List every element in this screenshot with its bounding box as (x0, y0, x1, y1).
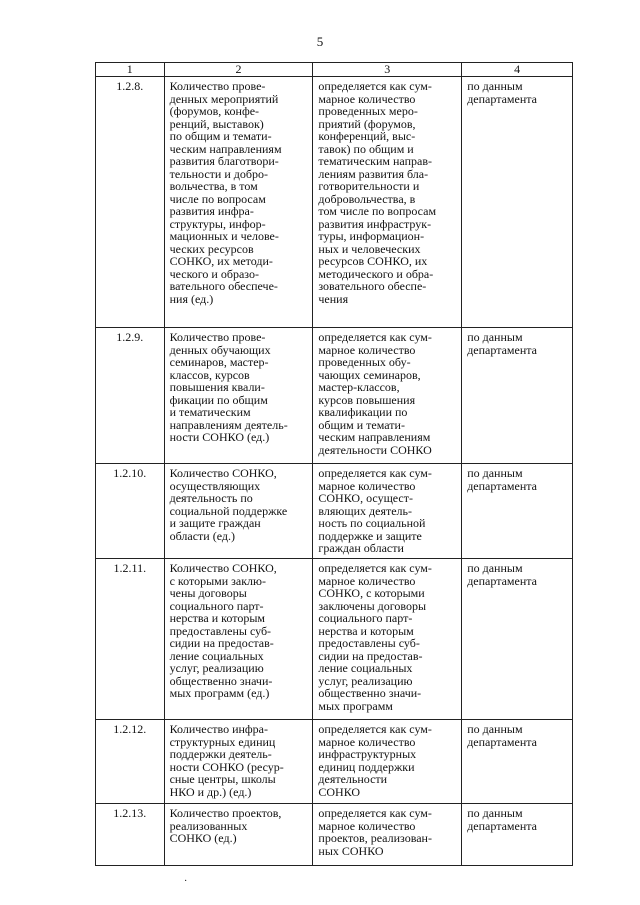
table-row (96, 464, 573, 559)
calculation-method: определяется как сум- марное количество проведенных меро- приятий (форумов, конференций, выс- тавок) по общим и тематическим направ- лениям развития бла- готворительности и добровольчества, в том числе по вопросам развития инфраструк- туры, информацион- ных и человеческих ресурсов СОНКО, их методического и обра- зовательного обеспе- чения (313, 77, 462, 328)
column-header-4: 4 (462, 63, 573, 77)
data-source: по данным департамента (462, 804, 573, 866)
table-row (96, 328, 573, 464)
table-row (96, 77, 573, 328)
row-number: 1.2.10. (96, 464, 165, 559)
indicator-name: Количество СОНКО, осуществляющих деятельность по социальной поддержке и защите граждан области (ед.) (164, 464, 313, 559)
calculation-method: определяется как сум- марное количество проведенных обу- чающих семинаров, мастер-классов, курсов повышения квалификации по общим и темати- ческим направлениям деятельности СОНКО (313, 328, 462, 464)
data-source: по данным департамента (462, 77, 573, 328)
column-header-3: 3 (313, 63, 462, 77)
table-row (96, 720, 573, 804)
row-number: 1.2.13. (96, 804, 165, 866)
column-header-1: 1 (96, 63, 165, 77)
calculation-method: определяется как сум- марное количество инфраструктурных единиц поддержки деятельности СОНКО (313, 720, 462, 804)
row-number: 1.2.8. (96, 77, 165, 328)
indicator-name: Количество прове- денных обучающих семинаров, мастер- классов, курсов повышения квали- фикации по общим и тематическим направлениям деятель- ности СОНКО (ед.) (164, 328, 313, 464)
table-header-row (96, 63, 573, 77)
row-number: 1.2.11. (96, 559, 165, 720)
data-source: по данным департамента (462, 464, 573, 559)
calculation-method: определяется как сум- марное количество проектов, реализован- ных СОНКО (313, 804, 462, 866)
scan-speck: · (184, 876, 188, 887)
indicator-name: Количество инфра- структурных единиц поддержки деятель- ности СОНКО (ресур- сные центры, школы НКО и др.) (ед.) (164, 720, 313, 804)
indicator-name: Количество СОНКО, с которыми заклю- чены договоры социального парт- нерства и которым предоставлены суб- сидии на предостав- ление социальных услуг, реализацию общественно значи- мых программ (ед.) (164, 559, 313, 720)
table-row (96, 804, 573, 866)
row-number: 1.2.9. (96, 328, 165, 464)
data-source: по данным департамента (462, 720, 573, 804)
calculation-method: определяется как сум- марное количество СОНКО, с которыми заключены договоры социального парт- нерства и которым предоставлены суб- сидии на предостав- ление социальных услуг, реализацию общественно значи- мых программ (313, 559, 462, 720)
data-source: по данным департамента (462, 559, 573, 720)
indicator-name: Количество прове- денных мероприятий (форумов, конфе- ренций, выставок) по общим и темати- ческим направлениям развития благотвори- тельности и добро- вольчества, в том числе по вопросам развития инфра- структуры, инфор- мационных и челове- ческих ресурсов СОНКО, их методи- ческого и образо- вательного обеспече- ния (ед.) (164, 77, 313, 328)
column-header-2: 2 (164, 63, 313, 77)
calculation-method: определяется как сум- марное количество СОНКО, осущест- вляющих деятель- ность по социальной поддержке и защите граждан области (313, 464, 462, 559)
indicator-name: Количество проектов, реализованных СОНКО (ед.) (164, 804, 313, 866)
page-number: 5 (316, 34, 324, 49)
data-source: по данным департамента (462, 328, 573, 464)
table-row (96, 559, 573, 720)
indicators-table (95, 62, 573, 866)
row-number: 1.2.12. (96, 720, 165, 804)
